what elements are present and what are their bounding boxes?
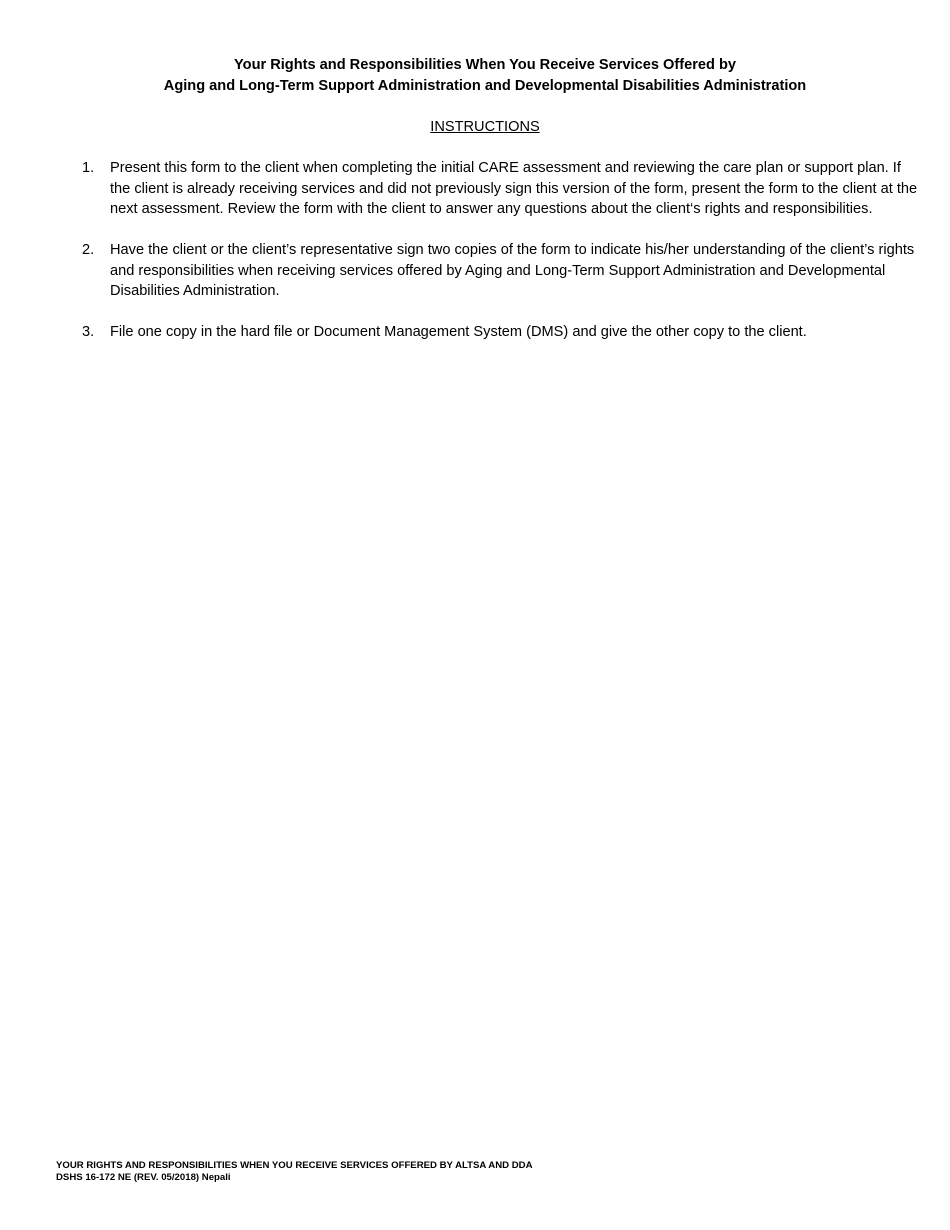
instruction-item-3 bbox=[82, 322, 922, 343]
footer-form-title: YOUR RIGHTS AND RESPONSIBILITIES WHEN YOU RECEIVE SERVICES OFFERED BY ALTSA AND DDA bbox=[56, 1160, 533, 1171]
instruction-item-2 bbox=[82, 240, 922, 302]
instruction-text: Present this form to the client when completing the initial CARE assessment and reviewing the care plan or support plan. If the client is already receiving services and did not previously sign this version of the form, present the form to the client at the next assessment. Review the form with the client to answer any questions about the client‘s rights and responsibilities. bbox=[110, 160, 918, 217]
instruction-text: File one copy in the hard file or Document Management System (DMS) and give the other copy to the client. bbox=[110, 324, 807, 340]
footer-form-number: DSHS 16-172 NE (REV. 05/2018) Nepali bbox=[56, 1172, 231, 1183]
form-footer bbox=[56, 1160, 533, 1184]
instruction-item-1 bbox=[82, 158, 922, 220]
instructions-heading: INSTRUCTIONS bbox=[430, 119, 540, 135]
instructions-list bbox=[82, 158, 922, 363]
instruction-number: 1. bbox=[82, 160, 95, 176]
instruction-text: Have the client or the client’s representative sign two copies of the form to indicate his/her understanding of the client’s rights and responsibilities when receiving services offered by Aging and Long-Term Support Administration and Developmental Disabilities Administration. bbox=[110, 242, 915, 299]
document-title bbox=[0, 55, 950, 97]
instruction-number: 2. bbox=[82, 242, 95, 258]
instruction-number: 3. bbox=[82, 324, 95, 340]
title-line-2: Aging and Long-Term Support Administration and Developmental Disabilities Administration bbox=[163, 78, 807, 94]
title-line-1: Your Rights and Responsibilities When You Receive Services Offered by bbox=[234, 57, 736, 73]
